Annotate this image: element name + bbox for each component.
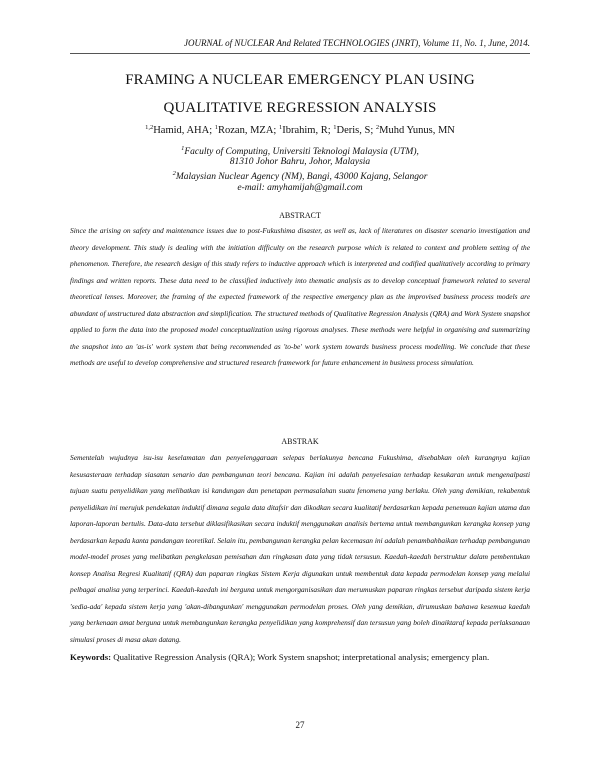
- author-4: Deris, S;: [336, 125, 376, 136]
- keywords-text: Qualitative Regression Analysis (QRA); Work System snapshot; interpretational analysis; emergency plan.: [111, 652, 490, 662]
- author-5: Muhd Yunus, MN: [379, 125, 455, 136]
- affiliation-1-line1: Faculty of Computing, Universiti Teknologi Malaysia (UTM),: [184, 147, 419, 157]
- author-1: Hamid, AHA;: [153, 125, 215, 136]
- affiliation-2-marker: 2: [172, 170, 176, 177]
- author-4-affil: 1: [333, 124, 337, 131]
- abstrak-heading: ABSTRAK: [281, 437, 319, 446]
- header-rule: [70, 53, 530, 54]
- affiliation-2-line: Malaysian Nuclear Agency (NM), Bangi, 43000 Kajang, Selangor: [175, 172, 428, 182]
- keywords: [70, 650, 530, 664]
- abstrak-paragraph: Sementelah wujudnya isu-isu keselamatan dan penyelenggaraan selepas berlakunya bencana Fukushima, disebabkan oleh kurangnya kajian kesusasteraan terhadap siasatan senario dan pembangunan teori bencana. Kajian ini adalah penyelesaian terhadap kesukaran untuk mengenalpasti tujuan suatu penyelidikan yang melibatkan isi kandungan dan penetapan permasalahan suatu fenomena yang berlaku. Oleh yang demikian, rekabentuk penyelidikan ini merujuk pendekatan induktif dimana segala data ditafsir dan dikodkan secara kualitatif berdasarkan kepada penemuan kajian utama dan laporan-laporan bertulis. Data-data tersebut diklasifikasikan secara induktif menggunakan analisis bertema untuk membangunkan kerangka konsep yang berdasarkan kepada kanta pandangan teoretikal. Selain itu, pembangunan kerangka pelan kecemasan ini adalah penambahbaikan terhadap pembangunan model-model proses yang melibatkan pengkelasan pemisahan dan ringkasan data yang tidak tersusun. Kaedah-kaedah berstruktur dalam pembentukan konsep Analisa Regresi Kualitatif (QRA) dan paparan ringkas Sistem Kerja digunakan untuk membentuk data kepada permodelan konsep yang melalui pelbagai analisa yang terperinci. Kaedah-kaedah ini berguna untuk mengorganisasikan dan merumuskan paparan ringkas tersebut daripada sistem kerja 'sedia-ada' kepada sistem kerja yang 'akan-dibangunkan' menggunakan permodelan proses. Oleh yang demikian, dirumuskan bahawa kesemua kaedah yang berkenaan amat berguna untuk membangunkan kerangka penyelidikan yang komprehensif dan tersusun yang boleh dinaiktaraf kepada perlaksanaan simulasi proses di masa akan datang.: [70, 453, 530, 644]
- affiliation-1: [40, 145, 560, 157]
- affiliation-2: [40, 170, 560, 182]
- author-2: Rozan, MZA;: [218, 125, 279, 136]
- author-1-affil: 1,2: [145, 124, 154, 131]
- page-number: 27: [295, 720, 305, 730]
- author-3: Ibrahim, R;: [282, 125, 334, 136]
- affiliation-1-line2: 81310 Johor Bahru, Johor, Malaysia: [229, 157, 371, 167]
- author-3-affil: 1: [278, 124, 283, 131]
- title-line-2: QUALITATIVE REGRESSION ANALYSIS: [163, 100, 437, 116]
- title-line-1: FRAMING A NUCLEAR EMERGENCY PLAN USING: [125, 72, 475, 88]
- abstract-heading: ABSTRACT: [279, 211, 321, 220]
- author-list: [40, 124, 560, 136]
- author-5-affil: 2: [375, 124, 380, 131]
- abstract-paragraph: Since the arising on safety and maintenance issues due to post-Fukushima disaster, as well as, lack of literatures on disaster scenario investigation and theory development. This study is dealing with the initiation difficulty on the research purpose which is related to context and problem setting of the phenomenon. Therefore, the research design of this study refers to inductive approach which is interpreted and codified qualitatively according to primary findings and written reports. These data need to be classified inductively into thematic analysis as to develop conceptual framework related to several theoretical lenses. Moreover, the framing of the expected framework of the respective emergency plan as the improvised business process models are abundant of unstructured data abstraction and simplification. The structured methods of Qualitative Regression Analysis (QRA) and Work System snapshot applied to form the data into the proposed model conceptualization using rigorous analyses. These methods were helpful in organising and summarizing the snapshot into an 'as-is' work system that being recommended as 'to-be' work system towards business process modelling. We conclude that these methods are useful to develop comprehensive and structured research framework for future enhancement in business process simulation.: [70, 226, 530, 367]
- author-email: e-mail: amyhamijah@gmail.com: [237, 183, 363, 193]
- author-2-affil: 1: [214, 124, 219, 131]
- affiliation-1-marker: 1: [181, 145, 185, 152]
- journal-header: JOURNAL of NUCLEAR And Related TECHNOLOGIES (JNRT), Volume 11, No. 1, June, 2014.: [184, 38, 530, 48]
- keywords-label: Keywords:: [70, 652, 112, 662]
